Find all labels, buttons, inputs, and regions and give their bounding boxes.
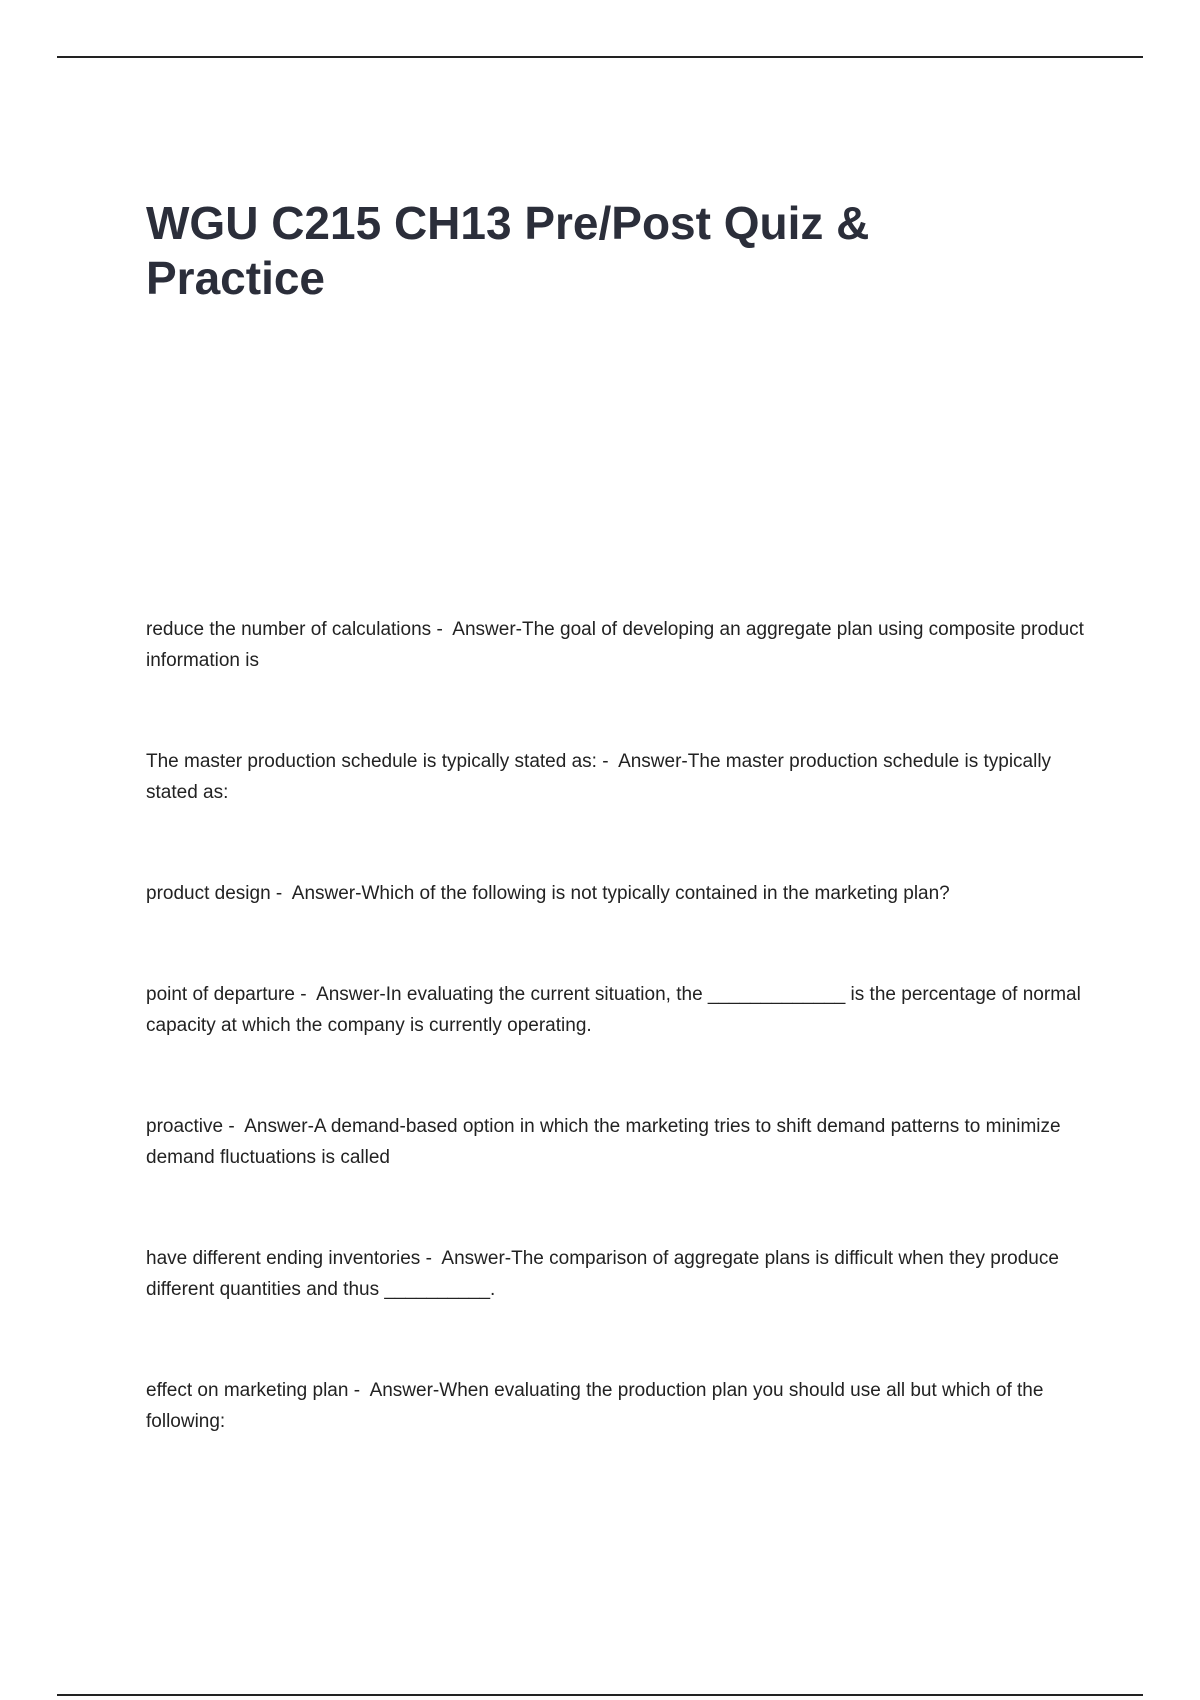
qa-item: [146, 979, 1096, 1041]
document-title: WGU C215 CH13 Pre/Post Quiz & Practice: [146, 197, 870, 304]
qa-answer: The comparison of aggregate plans is difficult when they produce different quantities and thus __________.: [146, 1248, 1059, 1300]
qa-answer: A demand-based option in which the marketing tries to shift demand patterns to minimize demand fluctuations is called: [146, 1116, 1061, 1168]
qa-answer: In evaluating the current situation, the _____________ is the percentage of normal capacity at which the company is currently operating.: [146, 984, 1081, 1036]
qa-item: [146, 1375, 1096, 1437]
qa-answer: Which of the following is not typically contained in the marketing plan?: [361, 883, 950, 904]
qa-separator: - Answer-: [431, 619, 522, 640]
qa-term: proactive: [146, 1116, 224, 1137]
qa-item: [146, 1111, 1096, 1173]
bottom-rule: [57, 1694, 1143, 1696]
qa-term: product design: [146, 883, 271, 904]
qa-separator: - Answer-: [420, 1248, 512, 1269]
qa-answer: When evaluating the production plan you should use all but which of the following:: [146, 1380, 1044, 1432]
qa-term: effect on marketing plan: [146, 1380, 349, 1401]
qa-item: [146, 878, 1096, 909]
qa-separator: - Answer-: [596, 751, 688, 772]
qa-separator: - Answer-: [348, 1380, 440, 1401]
qa-separator: - Answer-: [270, 883, 362, 904]
qa-term: reduce the number of calculations: [146, 619, 432, 640]
qa-term: point of departure: [146, 984, 295, 1005]
qa-answer: The goal of developing an aggregate plan using composite product information is: [146, 619, 1084, 671]
qa-term: have different ending inventories: [146, 1248, 421, 1269]
qa-separator: - Answer-: [223, 1116, 314, 1137]
qa-list: [146, 614, 1096, 1507]
top-rule: [57, 56, 1143, 58]
qa-separator: - Answer-: [294, 984, 386, 1005]
qa-term: The master production schedule is typically stated as:: [146, 751, 597, 772]
qa-item: [146, 614, 1096, 676]
qa-item: [146, 746, 1096, 808]
qa-answer: The master production schedule is typically stated as:: [146, 751, 1052, 803]
qa-item: [146, 1243, 1096, 1305]
